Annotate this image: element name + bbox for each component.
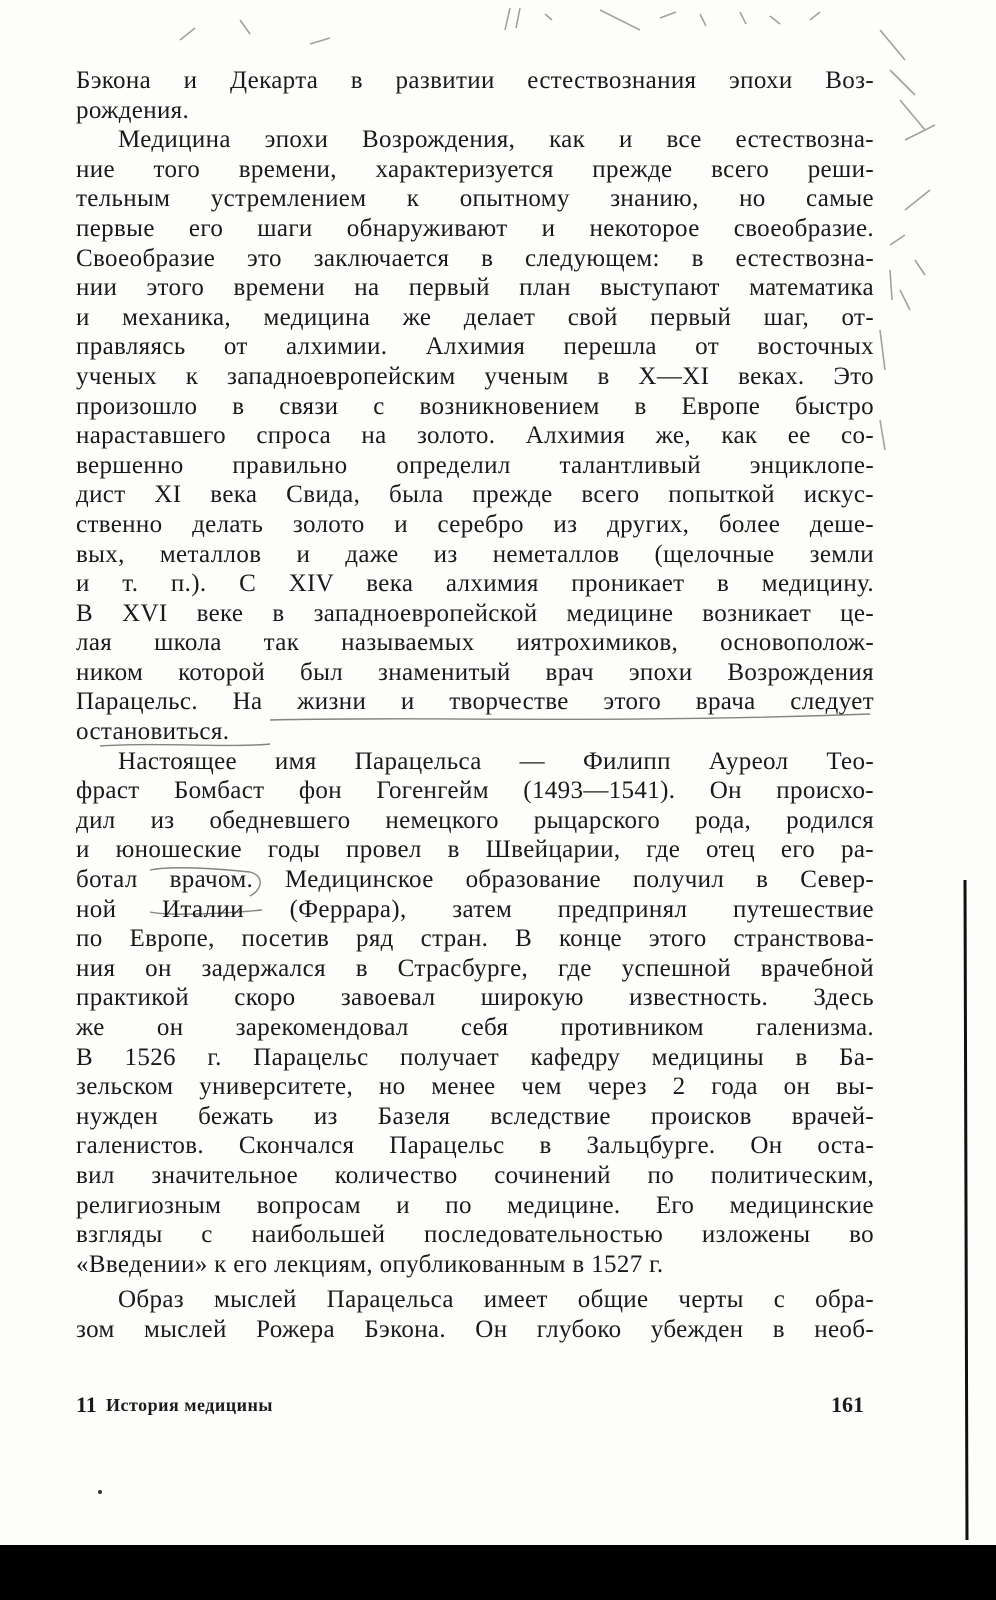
text-line: первые его шаги обнаруживают и некоторое своеобразие.	[76, 214, 874, 242]
text-line: ботал врачом. Медицинское образование получил в Север-	[76, 866, 874, 894]
text-line: зельском университете, но менее чем через 2 года он вы-	[76, 1073, 874, 1101]
text-line: произошло в связи с возникновением в Европе быстро	[76, 392, 874, 420]
text-line: религиозным вопросам и по медицине. Его медицинские	[76, 1191, 874, 1219]
text-line: и механика, медицина же делает свой первый шаг, от-	[76, 303, 874, 331]
text-line: же он зарекомендовал себя противником галенизма.	[76, 1014, 874, 1041]
text-line: дист XI века Свида, была прежде всего попыткой искус-	[76, 481, 874, 509]
text-line: ния он задержался в Страсбурге, где успешной врачебной	[76, 954, 874, 982]
text-line: фраст Бомбаст фон Гогенгейм (1493—1541). Он происхо-	[76, 777, 874, 805]
text-line: «Введении» к его лекциям, опубликованным в 1527 г.	[76, 1250, 664, 1278]
text-line: ной Италии (Феррара), затем предпринял путешествие	[76, 895, 874, 923]
text-line: взгляды с наибольшей последовательностью изложены во	[76, 1221, 874, 1249]
text-line: ником которой был знаменитый врач эпохи Возрождения	[76, 658, 874, 686]
text-line: и т. п.). С XIV века алхимия проникает в медицину.	[76, 570, 874, 598]
scan-edge-bar	[0, 1545, 996, 1600]
text-line: вых, металлов и даже из неметаллов (щелочные земли	[76, 540, 874, 568]
text-line: нужден бежать из Базеля вследствие происков врачей-	[76, 1102, 874, 1130]
page-number: 161	[831, 1392, 864, 1417]
text-line: нараставшего спроса на золото. Алхимия же, как ее со-	[76, 422, 874, 450]
text-line: и юношеские годы провел в Швейцарии, где отец его ра-	[76, 836, 874, 864]
text-line: Парацельс. На жизни и творчестве этого врача следует	[76, 688, 874, 716]
text-line: практикой скоро завоевал широкую известность. Здесь	[76, 984, 874, 1012]
text-line: В 1526 г. Парацельс получает кафедру медицины в Ба-	[76, 1043, 874, 1071]
signature-number: 11	[76, 1392, 97, 1417]
text-line: В XVI веке в западноевропейской медицине возникает це-	[76, 599, 874, 627]
signature-title: История медицины	[106, 1395, 273, 1415]
text-line: ученых к западноевропейским ученым в X—XI веках. Это	[76, 362, 874, 390]
text-line: вершенно правильно определил талантливый энциклопе-	[76, 451, 874, 479]
text-line: остановиться.	[76, 718, 230, 746]
text-line: зом мыслей Рожера Бэкона. Он глубоко убежден в необ-	[76, 1315, 874, 1343]
text-line: лая школа так называемых иятрохимиков, основополож-	[76, 629, 874, 657]
text-line: Бэкона и Декарта в развитии естествознания эпохи Воз-	[76, 67, 874, 94]
text-line: нии этого времени на первый план выступают математика	[76, 274, 874, 302]
text-line: ственно делать золото и серебро из других, более деше-	[76, 510, 874, 538]
text-line: Медицина эпохи Возрождения, как и все естествозна-	[118, 126, 874, 154]
text-line: галенистов. Скончался Парацельс в Зальцбурге. Он оста-	[76, 1132, 874, 1160]
ink-dot	[98, 1490, 102, 1494]
text-line: рождения.	[76, 96, 190, 124]
body-text	[76, 66, 874, 1345]
text-line: Своеобразие это заключается в следующем: в естествозна-	[76, 244, 874, 272]
page-footer	[76, 1392, 874, 1422]
text-line: по Европе, посетив ряд стран. В конце этого странствова-	[76, 925, 874, 953]
text-line: Образ мыслей Парацельса имеет общие черты с обра-	[118, 1286, 874, 1314]
text-line: Настоящее имя Парацельса — Филипп Ауреол Тео-	[118, 747, 874, 775]
text-line: правляясь от алхимии. Алхимия перешла от восточных	[76, 333, 874, 361]
text-line: тельным устремлением к опытному знанию, но самые	[76, 185, 874, 213]
text-line: ние того времени, характеризуется прежде всего реши-	[76, 155, 874, 183]
text-line: вил значительное количество сочинений по политическим,	[76, 1161, 874, 1189]
text-line: дил из обедневшего немецкого рыцарского рода, родился	[76, 806, 874, 834]
